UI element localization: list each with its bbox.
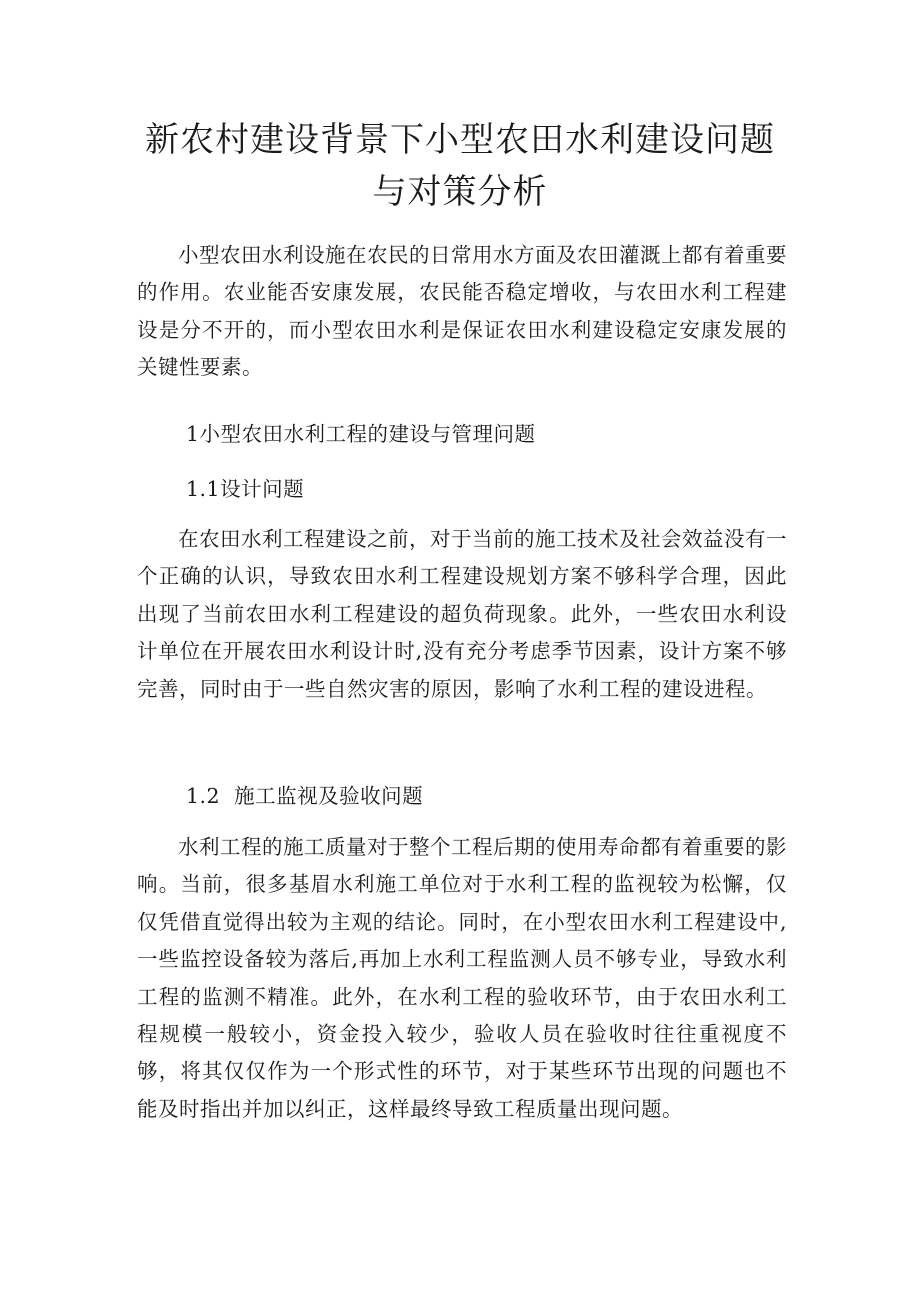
section-1-2-heading: 1.2 施工监视及验收问题 <box>186 784 424 808</box>
section-1-2-paragraph: 水利工程的施工质量对于整个工程后期的使用寿命都有着重要的影响。当前，很多基眉水利施工单位对于水利工程的监视较为松懈，仅仅凭借直觉得出较为主观的结论。同时，在小型农田水利工程建设中,一些监控设备较为落后,再加上水利工程监测人员不够专业，导致水利工程的监测不精准。此外，在水利工程的验收环节，由于农田水利工程规模一般较小，资金投入较少，验收人员在验收时往往重视度不够，将其仅仅作为一个形式性的环节，对于某些环节出现的问题也不能及时指出并加以纠正，这样最终导致工程质量出现问题。 <box>137 835 787 1121</box>
section-1-1-paragraph: 在农田水利工程建设之前，对于当前的施工技术及社会效益没有一个正确的认识，导致农田水利工程建设规划方案不够科学合理，因此出现了当前农田水利工程建设的超负荷现象。此外，一些农田水利设计单位在开展农田水利设计时,没有充分考虑季节因素，设计方案不够完善，同时由于一些自然灾害的原因，影响了水利工程的建设进程。 <box>137 527 787 701</box>
document-title-line-1: 新农村建设背景下小型农田水利建设问题 <box>145 120 775 160</box>
intro-paragraph: 小型农田水利设施在农民的日常用水方面及农田灌溉上都有着重要的作用。农业能否安康发展，农民能否稳定增收，与农田水利工程建设是分不开的，而小型农田水利是保证农田水利建设稳定安康发展的关键性要素。 <box>137 243 787 380</box>
document-title-line-2: 与对策分析 <box>372 172 548 212</box>
section-1-1-heading: 1.1设计问题 <box>186 477 305 501</box>
section-1-heading: 1小型农田水利工程的建设与管理问题 <box>186 422 536 446</box>
